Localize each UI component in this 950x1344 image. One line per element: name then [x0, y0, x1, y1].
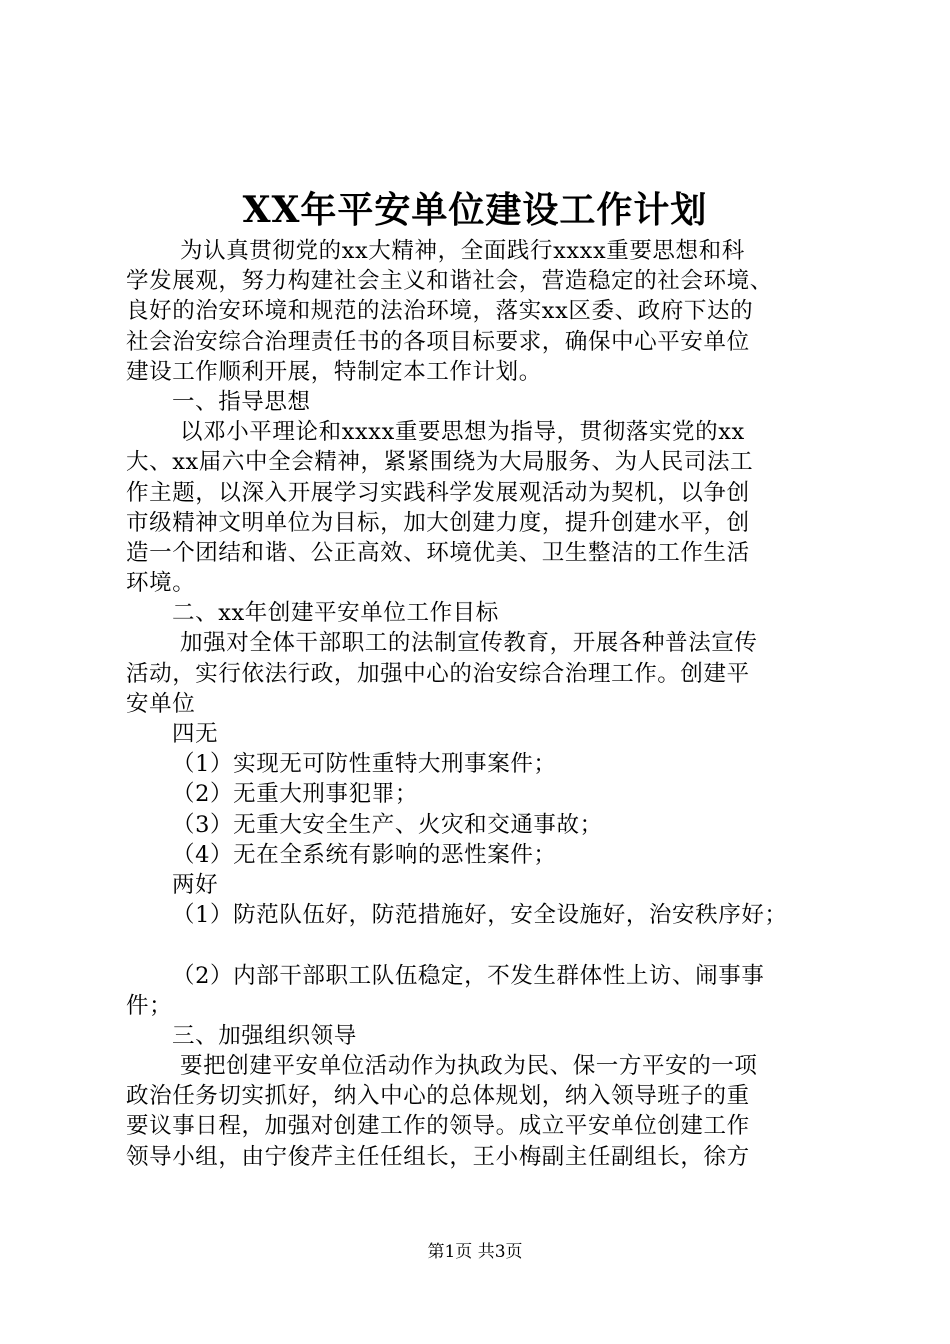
list-item: （4）无在全系统有影响的恶性案件；: [172, 841, 557, 868]
text-line: 以邓小平理论和xxxx重要思想为指导，贯彻落实党的xx: [180, 419, 745, 446]
page-footer: 第1页 共3页: [427, 1242, 523, 1262]
subheading: 两好: [172, 871, 219, 898]
text-line: 造一个团结和谐、公正高效、环境优美、卫生整洁的工作生活: [126, 539, 750, 566]
page-title: XX年平安单位建设工作计划: [242, 189, 708, 231]
list-item: （3）无重大安全生产、火灾和交通事故；: [172, 811, 603, 838]
text-line: 活动，实行依法行政，加强中心的治安综合治理工作。创建平: [126, 660, 750, 687]
text-line: 加强对全体干部职工的法制宣传教育，开展各种普法宣传: [180, 630, 758, 657]
text-line: 为认真贯彻党的xx大精神，全面践行xxxx重要思想和科: [180, 238, 745, 264]
section-heading: 一、指导思想: [172, 388, 311, 415]
list-item: （2）内部干部职工队伍稳定，不发生群体性上访、闹事事: [172, 962, 765, 989]
text-line: 作主题，以深入开展学习实践科学发展观活动为契机，以争创: [126, 479, 750, 506]
section-heading: 三、加强组织领导: [172, 1022, 357, 1049]
text-line: 良好的治安环境和规范的法治环境，落实xx区委、政府下达的: [126, 298, 754, 325]
document-body: [126, 236, 838, 1172]
text-line: 件；: [126, 992, 173, 1019]
text-line: 要把创建平安单位活动作为执政为民、保一方平安的一项: [180, 1053, 758, 1080]
section-heading: 二、xx年创建平安单位工作目标: [172, 600, 499, 627]
text-line: 社会治安综合治理责任书的各项目标要求，确保中心平安单位: [126, 328, 750, 355]
list-item: （1）防范队伍好，防范措施好，安全设施好，治安秩序好；: [172, 902, 788, 929]
list-item: （1）实现无可防性重特大刑事案件；: [172, 751, 557, 778]
text-line: 政治任务切实抓好，纳入中心的总体规划，纳入领导班子的重: [126, 1083, 750, 1110]
text-line: 市级精神文明单位为目标，加大创建力度，提升创建水平，创: [126, 509, 750, 536]
text-line: 学发展观，努力构建社会主义和谐社会，营造稳定的社会环境、: [126, 268, 773, 295]
subheading: 四无: [172, 721, 219, 747]
list-item: （2）无重大刑事犯罪；: [172, 781, 418, 808]
text-line: 要议事日程，加强对创建工作的领导。成立平安单位创建工作: [126, 1113, 750, 1140]
text-line: 领导小组，由宁俊芹主任任组长，王小梅副主任副组长，徐方: [126, 1143, 750, 1170]
text-line: 环境。: [126, 570, 196, 597]
text-line: 安单位: [126, 690, 196, 717]
blank-line: [126, 930, 838, 960]
text-line: 建设工作顺利开展，特制定本工作计划。: [126, 358, 542, 385]
text-line: 大、xx届六中全会精神，紧紧围绕为大局服务、为人民司法工: [126, 449, 754, 476]
